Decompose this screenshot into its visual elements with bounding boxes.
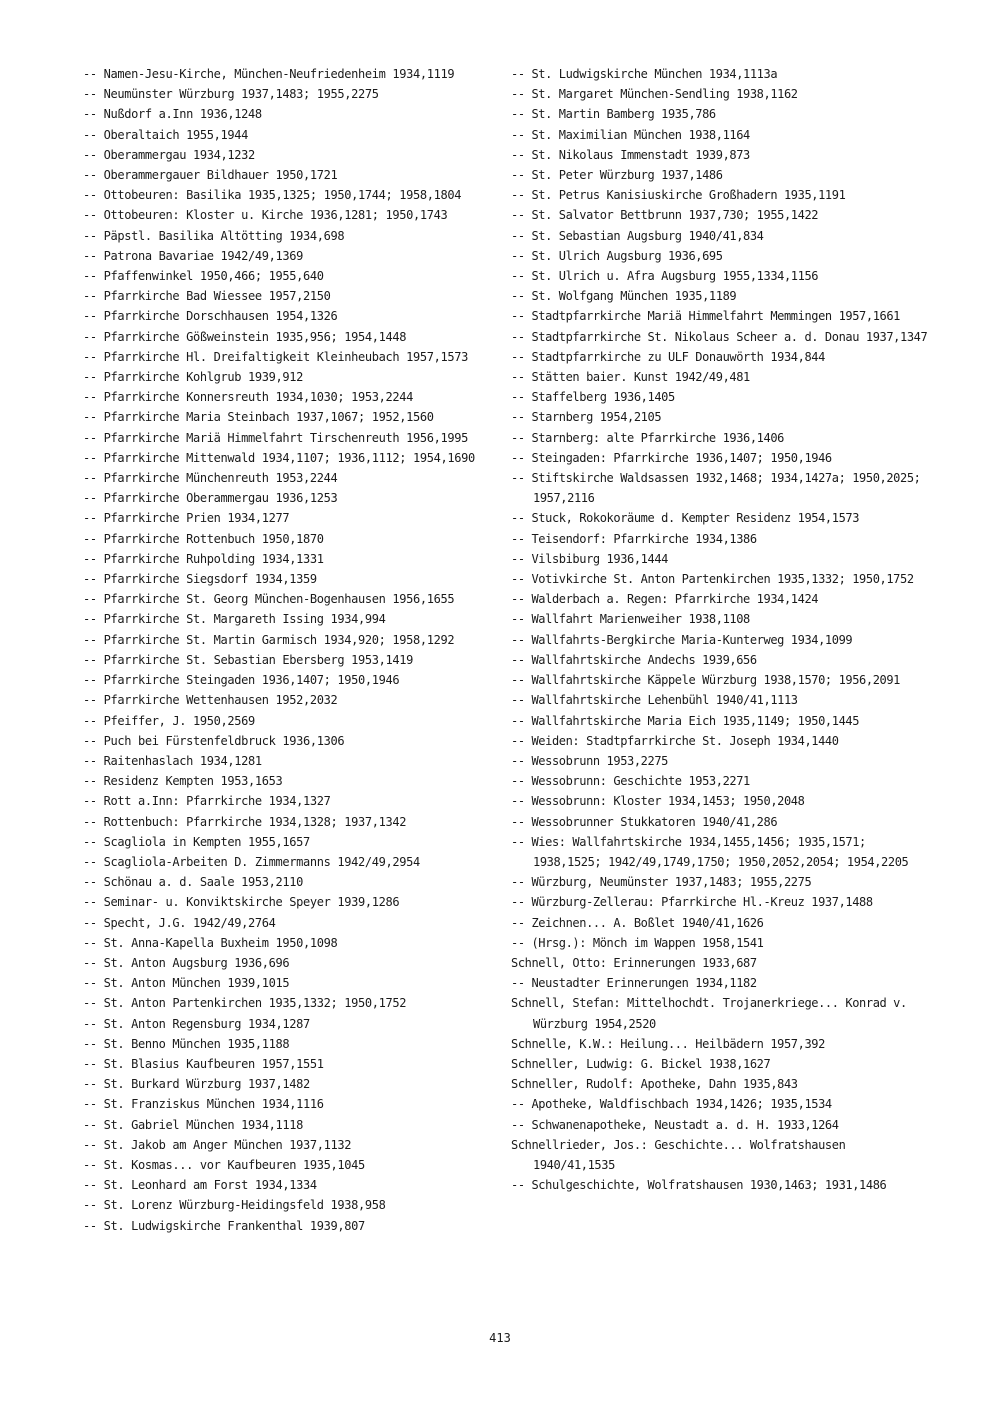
index-entry: -- Ottobeuren: Kloster u. Kirche 1936,1281; 1950,1743 <box>83 208 448 223</box>
index-entry: -- Pfarrkirche Hl. Dreifaltigkeit Kleinheubach 1957,1573 <box>83 349 468 364</box>
index-entry: -- Schulgeschichte, Wolfratshausen 1930,1463; 1931,1486 <box>511 1178 887 1193</box>
index-column-right <box>511 64 931 1195</box>
index-entry: -- Pfarrkirche St. Margareth Issing 1934,994 <box>83 612 386 627</box>
index-entry: -- Zeichnen... A. Boßlet 1940/41,1626 <box>511 915 764 930</box>
index-entry: -- Pfarrkirche Dorschhausen 1954,1326 <box>83 309 338 324</box>
index-entry: -- Pfarrkirche St. Sebastian Ebersberg 1953,1419 <box>83 652 413 667</box>
index-entry: -- Pfarrkirche Kohlgrub 1939,912 <box>83 370 303 385</box>
index-entry: -- St. Anna-Kapella Buxheim 1950,1098 <box>83 935 338 950</box>
index-entry: -- St. Petrus Kanisiuskirche Großhadern 1935,1191 <box>511 188 846 203</box>
index-entry: -- Pfeiffer, J. 1950,2569 <box>83 713 255 728</box>
index-entry: -- Rott a.Inn: Pfarrkirche 1934,1327 <box>83 794 331 809</box>
index-entry: -- St. Ulrich u. Afra Augsburg 1955,1334,1156 <box>511 269 819 284</box>
index-entry: -- Pfarrkirche Mariä Himmelfahrt Tirschenreuth 1956,1995 <box>83 430 468 445</box>
index-entry: -- Specht, J.G. 1942/49,2764 <box>83 915 276 930</box>
index-entry: Schnellrieder, Jos.: Geschichte... Wolfratshausen 1940/41,1535 <box>511 1137 846 1172</box>
index-entry: -- Pfarrkirche Münchenreuth 1953,2244 <box>83 471 338 486</box>
index-entry: -- Pfarrkirche St. Georg München-Bogenhausen 1956,1655 <box>83 592 455 607</box>
index-entry: -- Starnberg 1954,2105 <box>511 410 662 425</box>
index-entry: -- St. Sebastian Augsburg 1940/41,834 <box>511 228 764 243</box>
index-entry: -- Pfarrkirche Mittenwald 1934,1107; 1936,1112; 1954,1690 <box>83 450 475 465</box>
index-entry: -- Namen-Jesu-Kirche, München-Neufriedenheim 1934,1119 <box>83 67 455 81</box>
index-entry: -- Wies: Wallfahrtskirche 1934,1455,1456; 1935,1571; 1938,1525; 1942/49,1749,1750; 1950,2052,2054; 1954,2205 <box>511 834 909 869</box>
index-entry: -- Wessobrunn 1953,2275 <box>511 753 668 768</box>
index-entry: -- St. Ludwigskirche Frankenthal 1939,807 <box>83 1218 365 1233</box>
index-entry: Schnelle, K.W.: Heilung... Heilbädern 1957,392 <box>511 1036 825 1051</box>
index-entry: -- St. Anton München 1939,1015 <box>83 976 290 991</box>
index-entry: -- Weiden: Stadtpfarrkirche St. Joseph 1934,1440 <box>511 733 839 748</box>
index-entry: -- Apotheke, Waldfischbach 1934,1426; 1935,1534 <box>511 1097 832 1112</box>
index-entry: -- Pfarrkirche Konnersreuth 1934,1030; 1953,2244 <box>83 390 413 405</box>
index-entry: -- Wessobrunn: Kloster 1934,1453; 1950,2048 <box>511 794 805 809</box>
index-entry: -- St. Gabriel München 1934,1118 <box>83 1117 303 1132</box>
index-entry: -- Würzburg, Neumünster 1937,1483; 1955,2275 <box>511 875 812 890</box>
index-entry: -- Ottobeuren: Basilika 1935,1325; 1950,1744; 1958,1804 <box>83 188 462 203</box>
index-entry: -- Stuck, Rokokoräume d. Kempter Residenz 1954,1573 <box>511 511 860 526</box>
page-number: 413 <box>489 1331 511 1345</box>
index-entry: -- St. Ludwigskirche München 1934,1113a <box>511 67 778 81</box>
index-entry: -- Stätten baier. Kunst 1942/49,481 <box>511 370 750 385</box>
index-entry: -- Schwanenapotheke, Neustadt a. d. H. 1933,1264 <box>511 1117 839 1132</box>
index-column-left <box>83 64 495 1236</box>
index-entry: -- Würzburg-Zellerau: Pfarrkirche Hl.-Kreuz 1937,1488 <box>511 895 873 910</box>
index-entry: -- Puch bei Fürstenfeldbruck 1936,1306 <box>83 733 345 748</box>
index-entry: -- Wallfahrtskirche Lehenbühl 1940/41,1113 <box>511 693 798 708</box>
index-entry: -- Pfarrkirche Ruhpolding 1934,1331 <box>83 551 324 566</box>
index-entry: -- Wallfahrts-Bergkirche Maria-Kunterweg 1934,1099 <box>511 632 853 647</box>
index-entry: -- Pfarrkirche Rottenbuch 1950,1870 <box>83 531 324 546</box>
index-entry: -- Pfarrkirche Gößweinstein 1935,956; 1954,1448 <box>83 329 407 344</box>
index-entry: -- Wallfahrtskirche Maria Eich 1935,1149; 1950,1445 <box>511 713 860 728</box>
index-entry: -- Pfarrkirche Maria Steinbach 1937,1067; 1952,1560 <box>83 410 434 425</box>
index-entry: -- Wallfahrtskirche Andechs 1939,656 <box>511 652 757 667</box>
index-entry: -- Pfarrkirche Steingaden 1936,1407; 1950,1946 <box>83 673 400 688</box>
index-entry: -- St. Kosmas... vor Kaufbeuren 1935,1045 <box>83 1157 365 1172</box>
index-entry: -- Wessobrunn: Geschichte 1953,2271 <box>511 774 750 789</box>
index-entry: -- St. Ulrich Augsburg 1936,695 <box>511 248 723 263</box>
index-entry: -- St. Martin Bamberg 1935,786 <box>511 107 716 122</box>
index-entry: -- (Hrsg.): Mönch im Wappen 1958,1541 <box>511 935 764 950</box>
index-entry: -- Neustadter Erinnerungen 1934,1182 <box>511 976 757 991</box>
index-entry: -- Walderbach a. Regen: Pfarrkirche 1934,1424 <box>511 592 819 607</box>
index-entry: -- St. Maximilian München 1938,1164 <box>511 127 750 142</box>
index-entry: -- St. Wolfgang München 1935,1189 <box>511 289 737 304</box>
index-entry: -- Scagliola-Arbeiten D. Zimmermanns 1942/49,2954 <box>83 854 420 869</box>
index-entry: -- Pfarrkirche Bad Wiessee 1957,2150 <box>83 289 331 304</box>
index-entry: -- Nußdorf a.Inn 1936,1248 <box>83 107 262 122</box>
index-entry: -- Päpstl. Basilika Altötting 1934,698 <box>83 228 345 243</box>
index-entry: -- St. Lorenz Würzburg-Heidingsfeld 1938,958 <box>83 1198 386 1213</box>
index-entry: -- St. Nikolaus Immenstadt 1939,873 <box>511 147 750 162</box>
index-entry: -- Wallfahrtskirche Käppele Würzburg 1938,1570; 1956,2091 <box>511 673 901 688</box>
index-entry: -- Staffelberg 1936,1405 <box>511 390 675 405</box>
index-entry: Schneller, Rudolf: Apotheke, Dahn 1935,843 <box>511 1077 798 1092</box>
index-entry: -- Scagliola in Kempten 1955,1657 <box>83 834 310 849</box>
index-entry: Schneller, Ludwig: G. Bickel 1938,1627 <box>511 1056 771 1071</box>
index-entry: -- St. Burkard Würzburg 1937,1482 <box>83 1077 310 1092</box>
index-entry: -- Oberaltaich 1955,1944 <box>83 127 248 142</box>
index-entry: -- Steingaden: Pfarrkirche 1936,1407; 1950,1946 <box>511 450 832 465</box>
index-entry: -- St. Anton Augsburg 1936,696 <box>83 955 290 970</box>
index-entry: -- Wallfahrt Marienweiher 1938,1108 <box>511 612 750 627</box>
index-entry: -- St. Franziskus München 1934,1116 <box>83 1097 324 1112</box>
index-entry: -- Pfarrkirche Prien 1934,1277 <box>83 511 290 526</box>
index-entry: -- St. Salvator Bettbrunn 1937,730; 1955,1422 <box>511 208 819 223</box>
index-entry: -- Patrona Bavariae 1942/49,1369 <box>83 248 303 263</box>
index-entry: -- Votivkirche St. Anton Partenkirchen 1935,1332; 1950,1752 <box>511 572 914 587</box>
index-entry: -- Pfarrkirche Wettenhausen 1952,2032 <box>83 693 338 708</box>
index-entry: -- Neumünster Würzburg 1937,1483; 1955,2275 <box>83 87 379 102</box>
index-entry: -- St. Benno München 1935,1188 <box>83 1036 290 1051</box>
index-entry: -- St. Anton Regensburg 1934,1287 <box>83 1016 310 1031</box>
index-entry: -- Stadtpfarrkirche St. Nikolaus Scheer a. d. Donau 1937,1347 <box>511 329 928 344</box>
index-entry: -- Teisendorf: Pfarrkirche 1934,1386 <box>511 531 757 546</box>
index-entry: -- St. Blasius Kaufbeuren 1957,1551 <box>83 1056 324 1071</box>
index-entry: -- Oberammergauer Bildhauer 1950,1721 <box>83 168 338 183</box>
index-entry: -- St. Margaret München-Sendling 1938,1162 <box>511 87 798 102</box>
index-entry: -- Seminar- u. Konviktskirche Speyer 1939,1286 <box>83 895 400 910</box>
index-entry: -- Oberammergau 1934,1232 <box>83 147 255 162</box>
index-entry: -- St. Jakob am Anger München 1937,1132 <box>83 1137 352 1152</box>
index-entry: -- Pfarrkirche Oberammergau 1936,1253 <box>83 491 338 506</box>
index-entry: -- St. Peter Würzburg 1937,1486 <box>511 168 723 183</box>
index-entry: Schnell, Otto: Erinnerungen 1933,687 <box>511 955 757 970</box>
index-entry: -- Stadtpfarrkirche Mariä Himmelfahrt Memmingen 1957,1661 <box>511 309 901 324</box>
index-entry: -- Vilsbiburg 1936,1444 <box>511 551 668 566</box>
index-entry: -- Residenz Kempten 1953,1653 <box>83 774 283 789</box>
index-entry: -- Wessobrunner Stukkatoren 1940/41,286 <box>511 814 778 829</box>
index-entry: Schnell, Stefan: Mittelhochdt. Trojanerkriege... Konrad v. Würzburg 1954,2520 <box>511 996 907 1031</box>
index-entry: -- Raitenhaslach 1934,1281 <box>83 753 262 768</box>
index-entry: -- Pfarrkirche St. Martin Garmisch 1934,920; 1958,1292 <box>83 632 455 647</box>
index-entry: -- Rottenbuch: Pfarrkirche 1934,1328; 1937,1342 <box>83 814 407 829</box>
index-entry: -- Stadtpfarrkirche zu ULF Donauwörth 1934,844 <box>511 349 825 364</box>
index-entry: -- St. Leonhard am Forst 1934,1334 <box>83 1178 317 1193</box>
index-entry: -- Pfaffenwinkel 1950,466; 1955,640 <box>83 269 324 284</box>
index-entry: -- Pfarrkirche Siegsdorf 1934,1359 <box>83 572 317 587</box>
index-entry: -- St. Anton Partenkirchen 1935,1332; 1950,1752 <box>83 996 407 1011</box>
index-entry: -- Stiftskirche Waldsassen 1932,1468; 1934,1427a; 1950,2025; 1957,2116 <box>511 471 921 506</box>
index-entry: -- Starnberg: alte Pfarrkirche 1936,1406 <box>511 430 784 445</box>
index-entry: -- Schönau a. d. Saale 1953,2110 <box>83 875 303 890</box>
